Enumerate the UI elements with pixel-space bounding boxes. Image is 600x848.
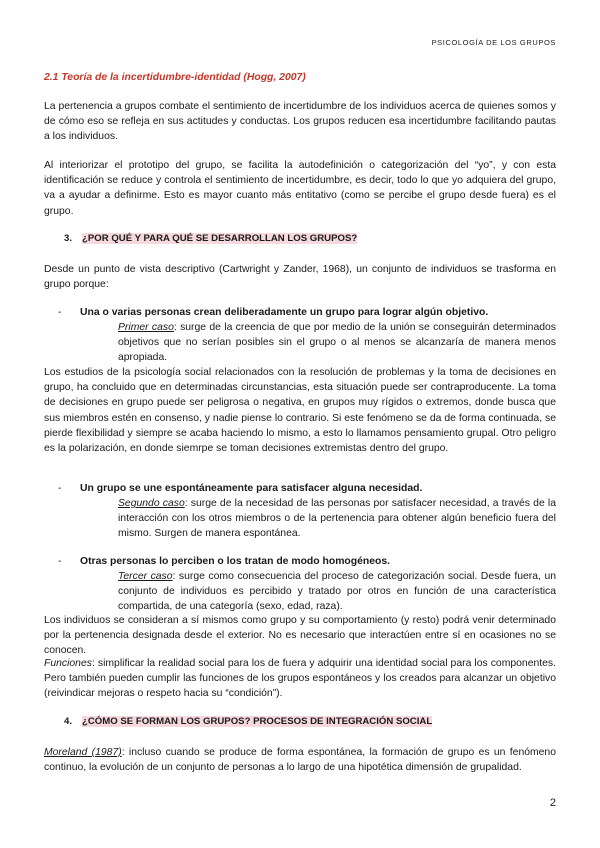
section-4-text: : incluso cuando se produce de forma espontánea, la formación de grupo es un fenómeno continuo, la evolución de un conjunto de personas a lo largo de una hipotética dimensión de grupalidad. — [44, 747, 556, 774]
bullet-1-body — [44, 320, 556, 366]
bullet-3-paragraph-2 — [44, 613, 556, 659]
section-4-heading — [64, 714, 576, 729]
section-3-heading — [64, 231, 576, 246]
functions-text: : simplificar la realidad social para los de fuera y adquirir una identidad social para los componentes. Pero también pueden cumplir las funciones de los grupos espontáneos y los creados para alcanzar un objetivo (reivindicar mejoras o respeto hacia su “condición”). — [44, 658, 556, 700]
section-2-1-title — [44, 70, 556, 85]
section-number: 3. — [64, 233, 73, 244]
case-label: Tercer caso — [118, 571, 173, 582]
case-text: : surge como consecuencia del proceso de categorización social. Desde fuera, un conjunto de individuos es percibido y tratado por otros en función de una característica compartida, de una categoría (sexo, edad, raza). — [118, 571, 556, 613]
section-2-1-paragraph-2 — [44, 158, 556, 219]
bullet-1-paragraph-2 — [44, 365, 556, 456]
bullet-title: Un grupo se une espontáneamente para satisfacer alguna necesidad. — [80, 483, 423, 494]
case-text: : surge de la necesidad de las personas por satisfacer necesidad, a través de la interacción con los otros miembros o de la pertenencia para obtener algún beneficio fuera del mismo. Surgen de manera espontánea. — [118, 498, 556, 540]
case-text: : surge de la creencia de que por medio de la unión se conseguirán determinados objetivos que no serían posibles sin el grupo o al menos se alcanzaría de manera menos apropiada. — [118, 322, 556, 364]
bullet-2 — [58, 481, 570, 496]
section-2-1-heading: 2.1 Teoría de la incertidumbre-identidad (Hogg, 2007) — [44, 72, 306, 83]
bullet-dash: - — [58, 556, 62, 567]
bullet-title: Otras personas lo perciben o los tratan de modo homogéneos. — [80, 556, 391, 567]
bullet-1 — [58, 305, 570, 320]
paragraph: La pertenencia a grupos combate el sentimiento de incertidumbre de los individuos acerca de quienes somos y de cómo eso se refleja en sus actitudes y conductas. Los grupos reducen esa incertidumbre facilitando pautas a los individuos. — [44, 101, 556, 143]
section-2-1-paragraph-1 — [44, 99, 556, 145]
section-number: 4. — [64, 716, 73, 727]
section-title: ¿POR QUÉ Y PARA QUÉ SE DESARROLLAN LOS GRUPOS? — [82, 233, 358, 244]
paragraph: Los individuos se consideran a sí mismos como grupo y su comportamiento (y resto) podrá venir determinado por la pertenencia designada desde el exterior. No es necesario que interactúen entre sí en ocasiones no se conocen. — [44, 615, 556, 657]
paragraph: Desde un punto de vista descriptivo (Cartwright y Zander, 1968), un conjunto de individuos se trasforma en grupo porque: — [44, 264, 556, 291]
author-citation: Moreland (1987) — [44, 747, 122, 758]
paragraph: Los estudios de la psicología social relacionados con la resolución de problemas y la toma de decisiones en grupo, ha concluido que en determinadas circunstancias, esta situación puede ser contraproducente. La toma de decisiones en grupo puede ser peligrosa o negativa, en grupos muy rígidos o extremos, donde busca que sus miembros estén en consenso, y nadie piense lo contrario. Si este fenómeno se da de forma continuada, se pierde flexibilidad y siempre se acaba haciendo lo mismo, a esto lo llamamos pensamiento grupal. Otro peligro es la polarización, en donde siemrpe se toman decisiones extremistas dentro del grupo. — [44, 367, 556, 455]
section-title: ¿CÓMO SE FORMAN LOS GRUPOS? PROCESOS DE INTEGRACIÓN SOCIAL — [82, 716, 433, 727]
bullet-dash: - — [58, 483, 62, 494]
bullet-2-body — [44, 496, 556, 542]
bullet-dash: - — [58, 307, 62, 318]
bullet-3 — [58, 554, 570, 569]
functions-label: Funciones — [44, 658, 92, 669]
bullet-3-body — [44, 569, 556, 615]
running-header: PSICOLOGÍA DE LOS GRUPOS — [431, 38, 556, 47]
case-label: Segundo caso — [118, 498, 185, 509]
section-4-paragraph — [44, 745, 556, 775]
bullet-3-functions — [44, 656, 556, 702]
bullet-title: Una o varias personas crean deliberadamente un grupo para lograr algún objetivo. — [80, 307, 489, 318]
page-number: 2 — [549, 797, 556, 809]
paragraph: Al interiorizar el prototipo del grupo, se facilita la autodefinición o categorización del “yo”, y con esta identificación se reduce y controla el sentimiento de incertidumbre, es decir, todo lo que yo adquiera del grupo, va a ayudar a definirme. Esto es mayor cuanto más entitativo (como se percibe el grupo desde fuera) es el grupo. — [44, 160, 556, 217]
section-3-intro — [44, 262, 556, 292]
case-label: Primer caso — [118, 322, 174, 333]
